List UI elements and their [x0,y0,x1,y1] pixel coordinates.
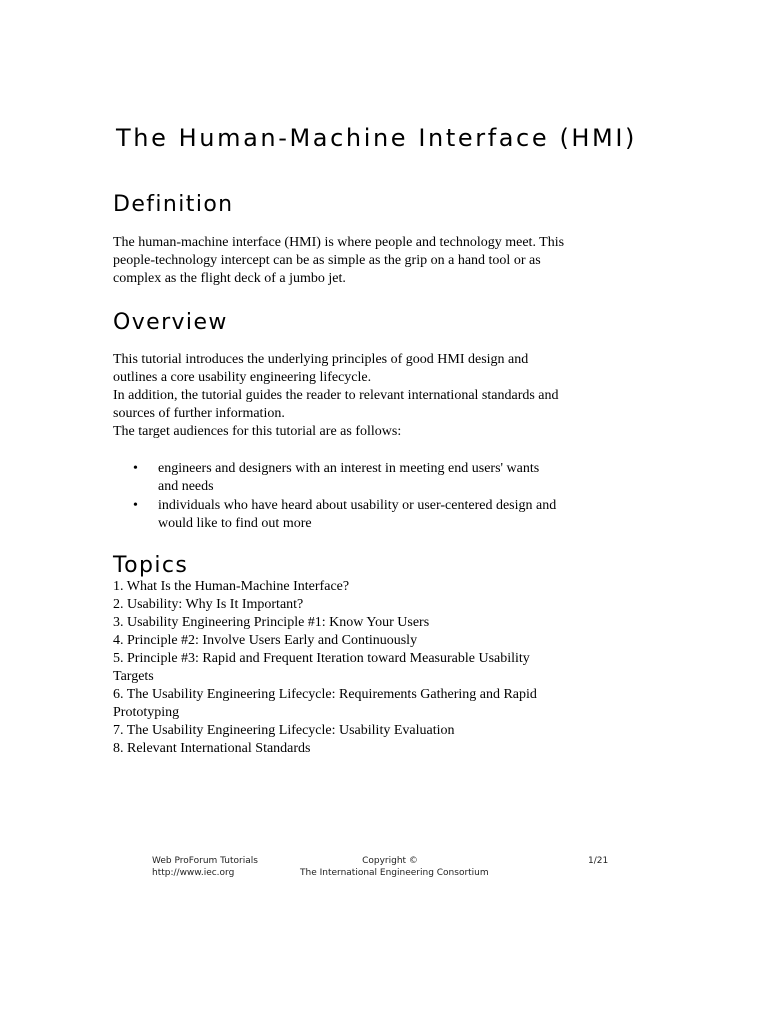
overview-paragraph [113,351,613,441]
bullet-line: individuals who have heard about usability or user-centered design and [158,498,557,513]
topic-line: 8. Relevant International Standards [113,741,311,756]
definition-heading: Definition [113,192,234,217]
topics-list [113,578,633,758]
topic-line: Prototyping [113,705,180,720]
topic-line: 7. The Usability Engineering Lifecycle: Usability Evaluation [113,723,455,738]
topic-line: 4. Principle #2: Involve Users Early and Continuously [113,633,418,648]
bullet-line: and needs [158,479,214,494]
topic-line: 1. What Is the Human-Machine Interface? [113,579,350,594]
topic-line: 5. Principle #3: Rapid and Frequent Iteration toward Measurable Usability [113,651,530,666]
topic-line: 2. Usability: Why Is It Important? [113,597,304,612]
definition-line: people-technology intercept can be as simple as the grip on a hand tool or as [113,253,541,268]
footer-page-number: 1/21 [588,856,609,866]
overview-line: In addition, the tutorial guides the reader to relevant international standards and [113,388,559,403]
bullet-icon: • [133,498,138,513]
topic-item [113,650,633,686]
footer-line: Web ProForum Tutorials [152,856,258,866]
overview-line: This tutorial introduces the underlying principles of good HMI design and [113,352,529,367]
definition-line: complex as the flight deck of a jumbo jet. [113,271,346,286]
topic-item [113,632,633,650]
topics-heading: Topics [113,553,189,578]
topic-item [113,596,633,614]
definition-paragraph [113,234,613,288]
overview-line: outlines a core usability engineering lifecycle. [113,370,372,385]
overview-heading: Overview [113,310,228,335]
footer-line: The International Engineering Consortium [300,868,489,878]
footer-url: http://www.iec.org [152,868,235,878]
topic-item [113,614,633,632]
bullet-line: would like to find out more [158,516,312,531]
topic-item [113,578,633,596]
topic-item [113,686,633,722]
footer-line: Copyright © [362,856,418,866]
footer-copyright [300,855,489,879]
document-title: The Human-Machine Interface (HMI) [116,124,638,152]
topic-line: Targets [113,669,154,684]
audience-bullet-list [113,460,633,534]
footer-publisher [152,855,258,879]
topic-item [113,722,633,740]
definition-line: The human-machine interface (HMI) is where people and technology meet. This [113,235,565,250]
topic-item [113,740,633,758]
bullet-item [113,497,633,533]
overview-line: The target audiences for this tutorial are as follows: [113,424,402,439]
topic-line: 6. The Usability Engineering Lifecycle: Requirements Gathering and Rapid [113,687,537,702]
overview-line: sources of further information. [113,406,285,421]
topic-line: 3. Usability Engineering Principle #1: Know Your Users [113,615,430,630]
bullet-icon: • [133,461,138,476]
bullet-line: engineers and designers with an interest in meeting end users' wants [158,461,540,476]
bullet-item [113,460,633,496]
